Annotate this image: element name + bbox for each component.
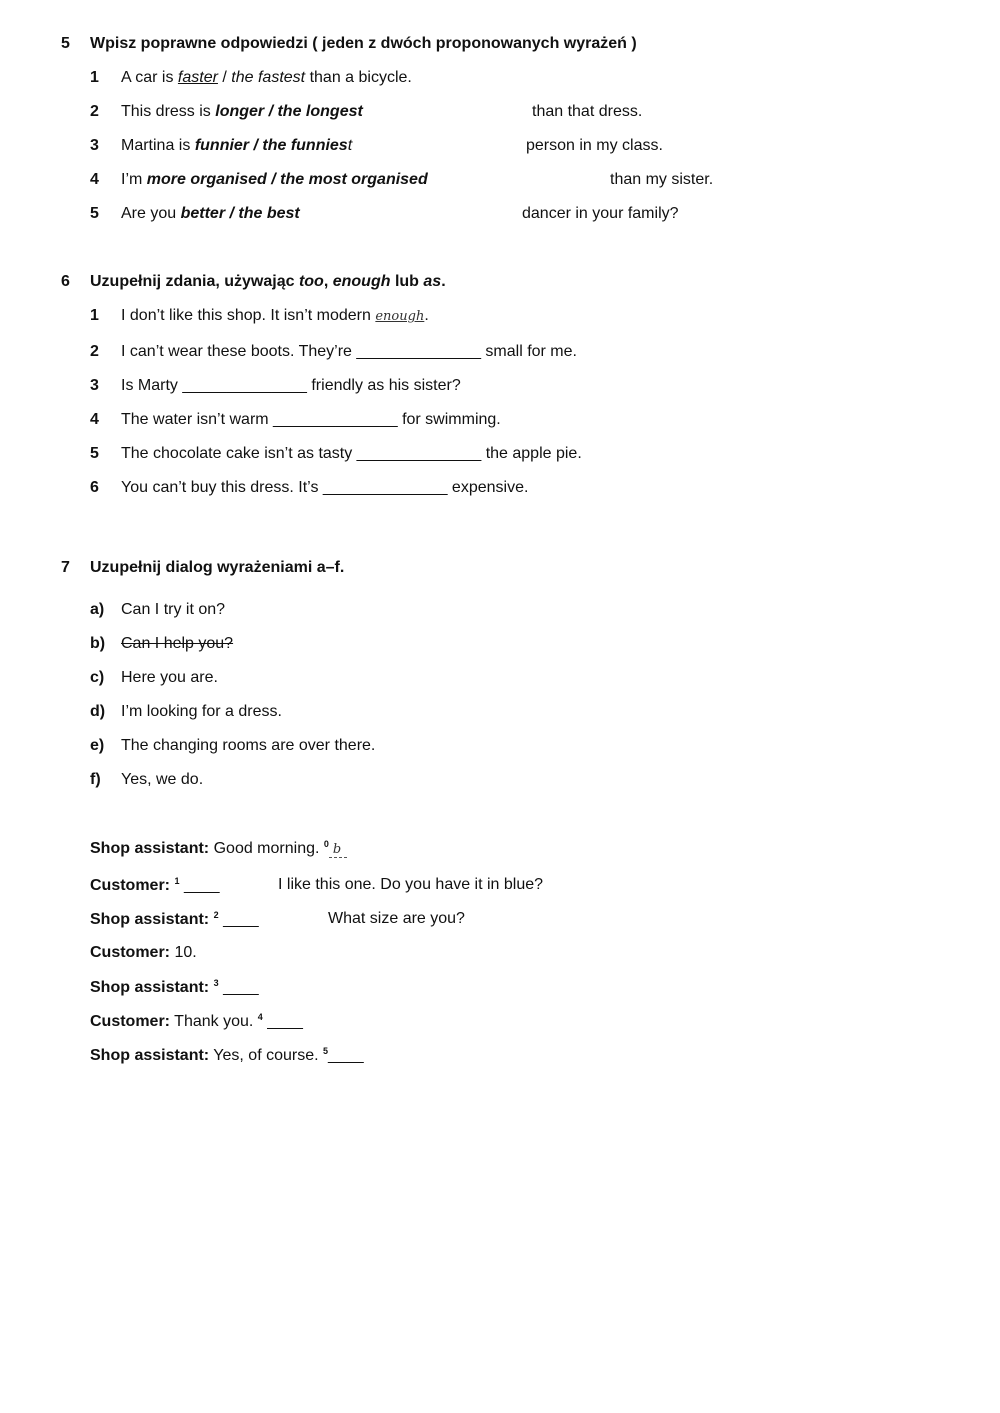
dialog-line-0-answer[interactable]: b (329, 842, 347, 858)
ex7-option-e-text: The changing rooms are over there. (121, 737, 376, 754)
ex5-item-2-options: longer / the longest (215, 103, 363, 120)
ex6-title-as: as (423, 273, 442, 290)
ex5-item-1 (121, 69, 412, 87)
dialog-line-2-marker: 2 (213, 910, 219, 920)
exercise-7-title: Uzupełnij dialog wyrażeniami a–f. (90, 559, 345, 576)
ex5-item-4-pre: I’m (121, 171, 143, 188)
dialog-line-2-speaker: Shop assistant: (90, 911, 210, 928)
ex5-item-2-post: than that dress. (532, 103, 643, 120)
exercise-6-title (90, 273, 446, 291)
ex6-item-1-answer[interactable]: enough (375, 309, 425, 324)
exercise-6-number: 6 (61, 273, 70, 290)
ex5-item-1-option-1: faster (177, 69, 218, 86)
ex5-item-1-post: than a bicycle. (309, 69, 412, 86)
ex6-item-4-text[interactable]: The water isn’t warm ______________ for swimming. (121, 411, 501, 428)
dialog-line-2-after: What size are you? (328, 910, 465, 927)
ex6-title-comma: , (323, 273, 329, 290)
dialog-line-6 (90, 1046, 364, 1065)
ex6-item-6-text[interactable]: You can’t buy this dress. It’s ______________ expensive. (121, 479, 529, 496)
ex6-title-enough: enough (332, 273, 391, 290)
dialog-line-1-speaker: Customer: (90, 877, 171, 894)
ex7-option-d-letter: d) (90, 703, 106, 720)
ex5-item-4-post: than my sister. (610, 171, 714, 188)
ex6-item-6-number: 6 (90, 479, 99, 496)
ex6-title-a: Uzupełnij zdania, używając (90, 273, 295, 290)
ex7-option-c-text: Here you are. (121, 669, 218, 686)
dialog-line-5-marker: 4 (257, 1012, 263, 1022)
ex5-item-5-post: dancer in your family? (522, 205, 679, 222)
ex5-item-4-options: more organised / the most organised (146, 171, 428, 188)
dialog-line-5-text: Thank you. (174, 1013, 254, 1030)
ex6-item-3-number: 3 (90, 377, 99, 394)
ex7-option-f-text: Yes, we do. (121, 771, 204, 788)
ex5-item-1-separator: / (222, 69, 227, 86)
exercise-5-title: Wpisz poprawne odpowiedzi ( jeden z dwóch proponowanych wyrażeń ) (90, 35, 637, 52)
dialog-line-3-speaker: Customer: (90, 944, 171, 961)
ex5-item-1-pre: A car is (121, 69, 174, 86)
ex5-item-3-post: person in my class. (526, 137, 663, 154)
dialog-line-5 (90, 1012, 303, 1031)
ex6-item-3-text[interactable]: Is Marty ______________ friendly as his sister? (121, 377, 461, 394)
dialog-line-0-speaker: Shop assistant: (90, 840, 210, 857)
dialog-line-4-blank[interactable]: ____ (223, 979, 259, 996)
ex6-item-4-number: 4 (90, 411, 99, 428)
dialog-line-4-speaker: Shop assistant: (90, 979, 210, 996)
ex7-option-d-text: I’m looking for a dress. (121, 703, 282, 720)
dialog-line-1-blank[interactable]: ____ (183, 877, 220, 894)
ex5-item-3-options-tail: t (347, 137, 353, 154)
dialog-line-5-speaker: Customer: (90, 1013, 171, 1030)
ex5-item-5-number: 5 (90, 205, 99, 222)
ex6-item-2-text[interactable]: I can’t wear these boots. They’re ______________ small for me. (121, 343, 577, 360)
dialog-line-3 (90, 944, 197, 962)
dialog-line-1 (90, 876, 220, 895)
dialog-line-6-marker: 5 (323, 1046, 329, 1056)
exercise-5-number: 5 (61, 35, 70, 52)
dialog-line-1-marker: 1 (174, 876, 180, 886)
ex5-item-3-pre: Martina is (121, 137, 191, 154)
ex7-option-e-letter: e) (90, 737, 105, 754)
dialog-line-6-text: Yes, of course. (213, 1047, 319, 1064)
dialog-line-4-marker: 3 (213, 978, 219, 988)
ex5-item-2-number: 2 (90, 103, 99, 120)
ex5-item-4 (121, 171, 428, 189)
dialog-line-6-speaker: Shop assistant: (90, 1047, 210, 1064)
ex5-item-1-number: 1 (90, 69, 99, 86)
ex5-item-1-option-2: the fastest (231, 69, 306, 86)
dialog-line-4 (90, 978, 259, 997)
dialog-line-0-text: Good morning. (213, 840, 320, 857)
ex5-item-2-pre: This dress is (121, 103, 211, 120)
ex7-option-c-letter: c) (90, 669, 105, 686)
ex7-option-a-letter: a) (90, 601, 105, 618)
ex6-title-too: too (298, 273, 324, 290)
ex7-option-b-letter: b) (90, 635, 106, 652)
ex6-item-1-number: 1 (90, 307, 99, 324)
dialog-line-3-text: 10. (174, 944, 197, 961)
ex6-item-1 (121, 307, 429, 325)
ex6-title-lub: lub (394, 273, 419, 290)
ex7-option-a-text: Can I try it on? (121, 601, 226, 618)
ex5-item-4-number: 4 (90, 171, 99, 188)
ex6-item-5-number: 5 (90, 445, 99, 462)
ex7-option-f-letter: f) (90, 771, 101, 788)
dialog-line-2-blank[interactable]: ____ (223, 911, 259, 928)
dialog-line-5-blank[interactable]: ____ (267, 1013, 303, 1030)
dialog-line-0 (90, 839, 347, 858)
ex6-title-period: . (441, 273, 446, 290)
ex7-option-b-text: Can I help you? (121, 635, 234, 652)
ex5-item-3 (121, 137, 352, 155)
ex5-item-2 (121, 103, 363, 121)
dialog-line-2 (90, 910, 259, 929)
ex6-item-1-post: . (424, 307, 429, 324)
exercise-7-number: 7 (61, 559, 70, 576)
ex5-item-5-options: better / the best (180, 205, 300, 222)
ex5-item-3-options: funnier / the funnies (194, 137, 348, 154)
ex6-item-5-text[interactable]: The chocolate cake isn’t as tasty ______________ the apple pie. (121, 445, 582, 462)
dialog-line-6-blank[interactable]: ____ (328, 1047, 364, 1064)
dialog-line-1-after: I like this one. Do you have it in blue? (278, 876, 544, 893)
ex5-item-5 (121, 205, 300, 223)
ex5-item-5-pre: Are you (121, 205, 177, 222)
ex6-item-2-number: 2 (90, 343, 99, 360)
ex5-item-3-number: 3 (90, 137, 99, 154)
ex6-item-1-pre: I don’t like this shop. It isn’t modern (121, 307, 371, 324)
dialog-line-0-marker: 0 (323, 839, 329, 849)
